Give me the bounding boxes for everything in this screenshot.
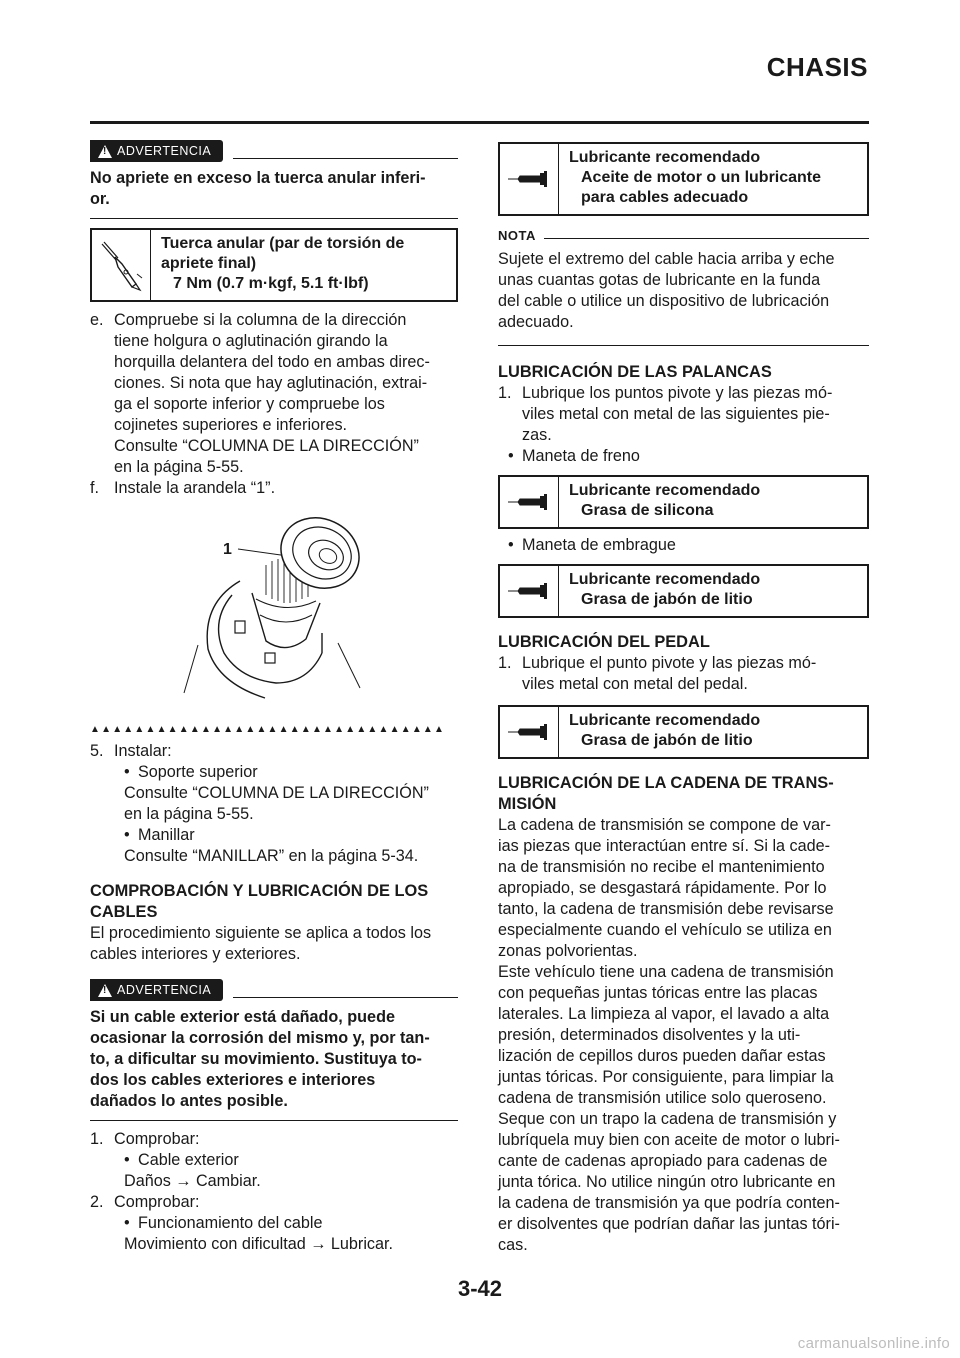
lubricant-box-clutch-lever: Lubricante recomendado Grasa de jabón de litio bbox=[498, 564, 869, 618]
warning-badge: ! ADVERTENCIA bbox=[90, 140, 223, 162]
lubricant-box-pedal: Lubricante recomendado Grasa de jabón de litio bbox=[498, 705, 869, 759]
warning-triangle-icon bbox=[98, 984, 112, 997]
section-title-levers: LUBRICACIÓN DE LAS PALANCAS bbox=[498, 363, 772, 381]
warning-triangle-icon bbox=[98, 145, 112, 158]
section-title-cables: COMPROBACIÓN Y LUBRICACIÓN DE LOS CABLES bbox=[90, 882, 429, 921]
oil-can-icon bbox=[500, 707, 559, 757]
section-title-chain: LUBRICACIÓN DE LA CADENA DE TRANS- MISIÓN bbox=[498, 774, 834, 813]
lubricant-box-cables: Lubricante recomendado Aceite de motor o un lubricante para cables adecuado bbox=[498, 142, 869, 216]
warning-text: No apriete en exceso la tuerca anular inferi- or. bbox=[90, 169, 426, 208]
warning-badge: ! ADVERTENCIA bbox=[90, 979, 223, 1001]
lubricant-box-brake-lever: Lubricante recomendado Grasa de silicona bbox=[498, 475, 869, 529]
watermark: carmanualsonline.info bbox=[797, 1335, 950, 1352]
page-number: 3-42 bbox=[457, 1276, 503, 1301]
page-title: CHASIS bbox=[766, 52, 868, 82]
left-column: ! ADVERTENCIA No apriete en exceso la tuerca anular inferi- or. Tuerca anular (par de torsión de apriete final) 7 Nm (0.7 m·kgf, 5.1 ft·lbf) e. Compruebe si la columna de la dirección tiene holgura o aglutinación girando la horquilla delantera del todo en ambas direc- ciones. Si nota que hay aglutinación, extrai- ga el soporte inferior y compruebe los cojinetes superiores e inferiores. Consulte “COLUMNA DE LA DIRECCIÓN” en la página 5-55. f. Instale la arandela “1”. 1 ▲▲▲▲▲▲▲▲▲▲▲▲▲▲▲▲▲▲▲▲▲▲▲▲▲▲▲▲▲▲▲▲ 5. Instalar: • Soporte superior Consulte “COLUMNA DE LA DIRECCIÓN” en la página 5-55. • Manillar Consulte “MANILLAR” en la página 5-34. COMPROBACIÓN Y LUBRICACIÓN DE LOS CABLES El procedimiento siguiente se aplica a todos los cables interiores y exteriores. ! ADVERTENCIA Si un cable exterior está dañado, puede ocasionar la corrosión del mismo y, por tan- to, a dificultar su movimiento. Sustituya to- dos los cables exteriores e interiores dañados lo antes posible. 1. Comprobar: • Cable exterior Daños → Cambiar. 2. Comprobar: • Funcionamiento del cable Movimiento con dificultad → Lubricar. bbox=[90, 128, 458, 1255]
warning-header bbox=[90, 140, 458, 162]
warning-header bbox=[90, 979, 458, 1001]
oil-can-icon bbox=[500, 566, 559, 616]
right-column: Lubricante recomendado Aceite de motor o un lubricante para cables adecuado NOTA Sujete el extremo del cable hacia arriba y eche unas cuantas gotas de lubricante en la funda del cable o utilice un dispositivo de lubricación adecuado. LUBRICACIÓN DE LAS PALANCAS 1. Lubrique los puntos pivote y las piezas mó- viles metal con metal de las siguientes pie- zas. • Maneta de freno Lubricante recomendado Grasa de silicona • Maneta de embrague Lubricante recomendado Grasa de jabón de litio LUBRICACIÓN DEL PEDAL 1. Lubrique el punto pivote y las piezas mó- viles metal con metal del pedal. Lubricante recomendado Grasa de jabón de litio LUBRICACIÓN DE LA CADENA DE TRANS- MISIÓN La cadena de transmisión se compone de var- ias piezas que interactúan entre sí. Si la cade- na de transmisión no recibe el mantenimiento apropiado, se desgastará rápidamente. Por lo tanto, la cadena de transmisión debe revisarse especialmente cuando el vehículo se utiliza en zonas polvorientas. Este vehículo tiene una cadena de transmisión con pequeñas juntas tóricas entre las placas laterales. La limpieza al vapor, el lavado a alta presión, determinados disolventes y la uti- lización de cepillos duros pueden dañar estas juntas tóricas. Por consiguiente, para limpiar la cadena de transmisión utilice solo queroseno. Seque con un trapo la cadena de transmisión y lubríquela muy bien con aceite de motor o lubri- cante de cadenas apropiado para cadenas de junta tórica. No utilice ningún otro lubricante en la cadena de transmisión ya que podría conten- er disolventes que podrían dañar las juntas tóri- cas. bbox=[498, 142, 869, 1256]
figure-callout: 1 bbox=[223, 541, 232, 558]
header-rule bbox=[90, 121, 869, 124]
step-5: 5. Instalar: • Soporte superior Consulte “COLUMNA DE LA DIRECCIÓN” en la página 5-55. • Manillar Consulte “MANILLAR” en la página 5-34. bbox=[90, 742, 429, 865]
warning-text: Si un cable exterior está dañado, puede ocasionar la corrosión del mismo y, por tan- to, a dificultar su movimiento. Sustituya to- dos los cables exteriores e interiores dañados lo antes posible. bbox=[90, 1008, 430, 1110]
torque-wrench-icon bbox=[92, 230, 151, 300]
note-header: NOTA bbox=[498, 228, 869, 243]
oil-can-icon bbox=[500, 144, 559, 214]
check-steps: 1. Comprobar: • Cable exterior Daños → Cambiar. 2. Comprobar: • Funcionamiento del cable Movimiento con dificultad → Lubricar. bbox=[90, 1130, 394, 1253]
step-e: e. Compruebe si la columna de la dirección tiene holgura o aglutinación girando la horquilla delantera del todo en ambas direc- ciones. Si nota que hay aglutinación, extrai- ga el soporte inferior y compruebe los cojinetes superiores e inferiores. Consulte “COLUMNA DE LA DIRECCIÓN” en la página 5-55. bbox=[90, 311, 430, 476]
torque-spec-box: Tuerca anular (par de torsión de apriete final) 7 Nm (0.7 m·kgf, 5.1 ft·lbf) bbox=[90, 228, 458, 302]
chain-text: La cadena de transmisión se compone de var- ias piezas que interactúan entre sí. Si la cade- na de transmisión no recibe el mantenimiento apropiado, se desgastará rápidamente. Por lo tanto, la cadena de transmisión debe revisarse especialmente cuando el vehículo se utiliza en zonas polvorientas. Este vehículo tiene una cadena de transmisión con pequeñas juntas tóricas entre las placas laterales. La limpieza al vapor, el lavado a alta presión, determinados disolventes y la uti- lización de cepillos duros pueden dañar estas juntas tóricas. Por consiguiente, para limpiar la cadena de transmisión utilice solo queroseno. Seque con un trapo la cadena de transmisión y lubríquela muy bien con aceite de motor o lubri- cante de cadenas apropiado para cadenas de junta tórica. No utilice ningún otro lubricante en la cadena de transmisión ya que podría conten- er disolventes que podrían dañar las juntas tóri- cas. bbox=[498, 816, 840, 1254]
section-title-pedal: LUBRICACIÓN DEL PEDAL bbox=[498, 633, 710, 651]
end-marker: ▲▲▲▲▲▲▲▲▲▲▲▲▲▲▲▲▲▲▲▲▲▲▲▲▲▲▲▲▲▲▲▲ bbox=[90, 725, 446, 735]
washer-figure bbox=[90, 503, 458, 721]
oil-can-icon bbox=[500, 477, 559, 527]
step-f: f. Instale la arandela “1”. bbox=[90, 479, 276, 497]
note-text: Sujete el extremo del cable hacia arriba y eche unas cuantas gotas de lubricante en la funda del cable o utilice un dispositivo de lubricación adecuado. bbox=[498, 250, 835, 331]
